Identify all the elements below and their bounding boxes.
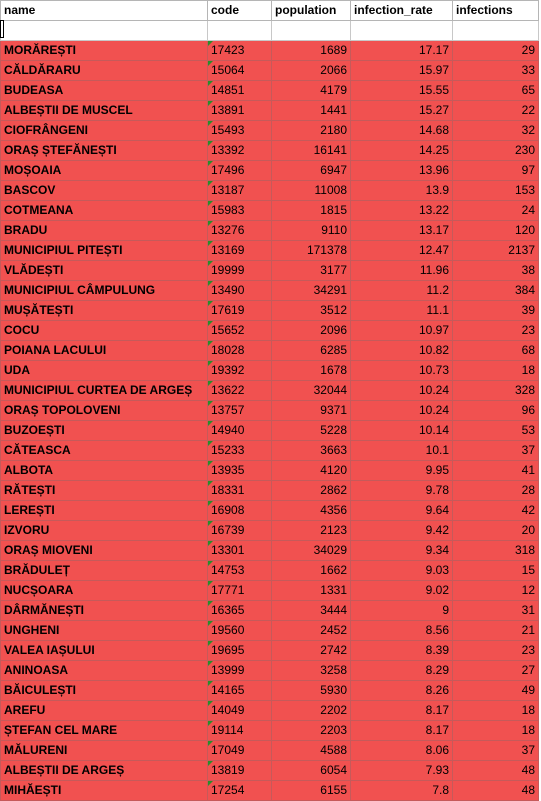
name-cell[interactable]: IZVORU — [1, 521, 208, 541]
table-row — [1, 321, 539, 341]
name-cell[interactable]: MUNICIPIUL PITEȘTI — [1, 241, 208, 261]
infections-cell[interactable]: 38 — [453, 261, 539, 281]
name-cell[interactable]: MUNICIPIUL CURTEA DE ARGEȘ — [1, 381, 208, 401]
population-cell[interactable]: 3258 — [272, 661, 351, 681]
name-cell[interactable]: ALBEȘTII DE MUSCEL — [1, 101, 208, 121]
population-cell[interactable]: 6947 — [272, 161, 351, 181]
population-cell[interactable]: 4356 — [272, 501, 351, 521]
infection-rate-cell[interactable]: 8.56 — [351, 621, 453, 641]
name-cell[interactable]: MUȘĂTEȘTI — [1, 301, 208, 321]
name-cell[interactable]: COCU — [1, 321, 208, 341]
code-cell[interactable]: 14753 — [208, 561, 272, 581]
table-row — [1, 241, 539, 261]
table-row — [1, 441, 539, 461]
name-cell[interactable]: BUDEASA — [1, 81, 208, 101]
name-cell[interactable]: ORAȘ ȘTEFĂNEȘTI — [1, 141, 208, 161]
infections-cell[interactable]: 32 — [453, 121, 539, 141]
population-cell[interactable]: 4588 — [272, 741, 351, 761]
infection-rate-cell[interactable]: 9.03 — [351, 561, 453, 581]
code-cell[interactable]: 19392 — [208, 361, 272, 381]
code-cell[interactable]: 13169 — [208, 241, 272, 261]
empty-cell[interactable] — [453, 21, 539, 41]
infections-cell[interactable]: 2137 — [453, 241, 539, 261]
infections-cell[interactable]: 384 — [453, 281, 539, 301]
population-cell[interactable]: 16141 — [272, 141, 351, 161]
empty-cell[interactable] — [351, 21, 453, 41]
code-cell[interactable]: 13891 — [208, 101, 272, 121]
table-row — [1, 101, 539, 121]
name-cell[interactable]: BĂICULEȘTI — [1, 681, 208, 701]
code-cell[interactable]: 13757 — [208, 401, 272, 421]
table-row — [1, 681, 539, 701]
infections-cell[interactable]: 21 — [453, 621, 539, 641]
infection-rate-cell[interactable]: 10.24 — [351, 381, 453, 401]
infection-rate-cell[interactable]: 8.17 — [351, 721, 453, 741]
population-cell[interactable]: 3663 — [272, 441, 351, 461]
code-cell[interactable]: 15983 — [208, 201, 272, 221]
code-cell[interactable]: 13301 — [208, 541, 272, 561]
table-row — [1, 181, 539, 201]
population-cell[interactable]: 34029 — [272, 541, 351, 561]
infection-rate-cell[interactable]: 7.8 — [351, 781, 453, 801]
infection-rate-cell[interactable]: 15.55 — [351, 81, 453, 101]
infections-cell[interactable]: 120 — [453, 221, 539, 241]
infections-cell[interactable]: 37 — [453, 441, 539, 461]
name-cell[interactable]: CĂTEASCA — [1, 441, 208, 461]
population-cell[interactable]: 1331 — [272, 581, 351, 601]
name-cell[interactable]: VALEA IAȘULUI — [1, 641, 208, 661]
name-cell[interactable]: AREFU — [1, 701, 208, 721]
infection-rate-cell[interactable]: 11.1 — [351, 301, 453, 321]
infections-cell[interactable]: 23 — [453, 321, 539, 341]
population-cell[interactable]: 5930 — [272, 681, 351, 701]
text-cursor — [0, 20, 4, 38]
population-cell[interactable]: 6155 — [272, 781, 351, 801]
infections-cell[interactable]: 153 — [453, 181, 539, 201]
table-row — [1, 521, 539, 541]
population-cell[interactable]: 4179 — [272, 81, 351, 101]
table-row — [1, 161, 539, 181]
table-row — [1, 201, 539, 221]
population-cell[interactable]: 2203 — [272, 721, 351, 741]
population-cell[interactable]: 6054 — [272, 761, 351, 781]
population-cell[interactable]: 2180 — [272, 121, 351, 141]
name-cell[interactable]: NUCȘOARA — [1, 581, 208, 601]
infections-cell[interactable]: 18 — [453, 701, 539, 721]
infection-rate-cell[interactable]: 10.24 — [351, 401, 453, 421]
infection-rate-cell[interactable]: 14.25 — [351, 141, 453, 161]
table-row — [1, 401, 539, 421]
table-row — [1, 461, 539, 481]
selected-cell[interactable] — [1, 21, 208, 41]
code-cell[interactable]: 15233 — [208, 441, 272, 461]
table-row — [1, 661, 539, 681]
table-row — [1, 721, 539, 741]
infection-rate-cell[interactable]: 10.82 — [351, 341, 453, 361]
infections-cell[interactable]: 39 — [453, 301, 539, 321]
table-row — [1, 541, 539, 561]
infection-rate-cell[interactable]: 11.2 — [351, 281, 453, 301]
code-cell[interactable]: 13187 — [208, 181, 272, 201]
name-cell[interactable]: ANINOASA — [1, 661, 208, 681]
table-row — [1, 581, 539, 601]
table-row — [1, 561, 539, 581]
code-cell[interactable]: 18331 — [208, 481, 272, 501]
code-cell[interactable]: 17049 — [208, 741, 272, 761]
population-cell[interactable]: 2123 — [272, 521, 351, 541]
name-cell[interactable]: MOȘOAIA — [1, 161, 208, 181]
population-cell[interactable]: 2202 — [272, 701, 351, 721]
infections-cell[interactable]: 318 — [453, 541, 539, 561]
infections-cell[interactable]: 12 — [453, 581, 539, 601]
name-cell[interactable]: BUZOEȘTI — [1, 421, 208, 441]
code-cell[interactable]: 16739 — [208, 521, 272, 541]
infections-cell[interactable]: 20 — [453, 521, 539, 541]
infections-cell[interactable]: 65 — [453, 81, 539, 101]
name-cell[interactable]: ORAȘ MIOVENI — [1, 541, 208, 561]
table-row — [1, 301, 539, 321]
population-cell[interactable]: 2742 — [272, 641, 351, 661]
infections-cell[interactable]: 41 — [453, 461, 539, 481]
code-cell[interactable]: 13622 — [208, 381, 272, 401]
name-cell[interactable]: UDA — [1, 361, 208, 381]
infection-rate-cell[interactable]: 13.17 — [351, 221, 453, 241]
name-cell[interactable]: RĂTEȘTI — [1, 481, 208, 501]
infections-cell[interactable]: 97 — [453, 161, 539, 181]
name-cell[interactable]: CIOFRÂNGENI — [1, 121, 208, 141]
code-cell[interactable]: 17496 — [208, 161, 272, 181]
population-cell[interactable]: 3512 — [272, 301, 351, 321]
table-row — [1, 601, 539, 621]
population-cell[interactable]: 171378 — [272, 241, 351, 261]
population-cell[interactable]: 1689 — [272, 41, 351, 61]
code-cell[interactable]: 13819 — [208, 761, 272, 781]
infections-cell[interactable]: 22 — [453, 101, 539, 121]
infections-cell[interactable]: 33 — [453, 61, 539, 81]
code-cell[interactable]: 15652 — [208, 321, 272, 341]
infections-cell[interactable]: 53 — [453, 421, 539, 441]
infection-rate-cell[interactable]: 8.29 — [351, 661, 453, 681]
infections-cell[interactable]: 27 — [453, 661, 539, 681]
infection-rate-cell[interactable]: 9.95 — [351, 461, 453, 481]
table-row — [1, 781, 539, 801]
population-cell[interactable]: 9110 — [272, 221, 351, 241]
infection-rate-cell[interactable]: 9.02 — [351, 581, 453, 601]
infection-rate-cell[interactable]: 9.42 — [351, 521, 453, 541]
name-cell[interactable]: VLĂDEȘTI — [1, 261, 208, 281]
infections-cell[interactable]: 18 — [453, 361, 539, 381]
population-cell[interactable]: 5228 — [272, 421, 351, 441]
name-cell[interactable]: MORĂREȘTI — [1, 41, 208, 61]
infection-rate-cell[interactable]: 17.17 — [351, 41, 453, 61]
code-cell[interactable]: 17771 — [208, 581, 272, 601]
infection-rate-cell[interactable]: 8.39 — [351, 641, 453, 661]
name-cell[interactable]: ȘTEFAN CEL MARE — [1, 721, 208, 741]
infection-rate-cell[interactable]: 10.97 — [351, 321, 453, 341]
population-cell[interactable]: 4120 — [272, 461, 351, 481]
name-cell[interactable]: DÂRMĂNEȘTI — [1, 601, 208, 621]
population-cell[interactable]: 1441 — [272, 101, 351, 121]
table-row — [1, 261, 539, 281]
table-row — [1, 281, 539, 301]
name-cell[interactable]: POIANA LACULUI — [1, 341, 208, 361]
table-row — [1, 701, 539, 721]
infections-cell[interactable]: 328 — [453, 381, 539, 401]
empty-cell[interactable] — [208, 21, 272, 41]
infections-cell[interactable]: 24 — [453, 201, 539, 221]
infection-rate-cell[interactable]: 15.97 — [351, 61, 453, 81]
population-cell[interactable]: 11008 — [272, 181, 351, 201]
blank-row — [1, 21, 539, 41]
name-cell[interactable]: MIHĂEȘTI — [1, 781, 208, 801]
population-cell[interactable]: 1815 — [272, 201, 351, 221]
name-cell[interactable]: ORAȘ TOPOLOVENI — [1, 401, 208, 421]
population-cell[interactable]: 2452 — [272, 621, 351, 641]
table-row — [1, 421, 539, 441]
name-cell[interactable]: BRĂDULEȚ — [1, 561, 208, 581]
code-cell[interactable]: 16365 — [208, 601, 272, 621]
infection-rate-cell[interactable]: 8.06 — [351, 741, 453, 761]
infection-rate-cell[interactable]: 9 — [351, 601, 453, 621]
infections-cell[interactable]: 42 — [453, 501, 539, 521]
infections-cell[interactable]: 48 — [453, 761, 539, 781]
infections-cell[interactable]: 230 — [453, 141, 539, 161]
infections-cell[interactable]: 29 — [453, 41, 539, 61]
code-cell[interactable]: 13392 — [208, 141, 272, 161]
table-row — [1, 501, 539, 521]
table-row — [1, 361, 539, 381]
infection-rate-cell[interactable]: 9.78 — [351, 481, 453, 501]
code-cell[interactable]: 15493 — [208, 121, 272, 141]
code-cell[interactable]: 19114 — [208, 721, 272, 741]
table-row — [1, 641, 539, 661]
column-header-code[interactable]: code — [208, 1, 272, 21]
infections-cell[interactable]: 96 — [453, 401, 539, 421]
infections-cell[interactable]: 49 — [453, 681, 539, 701]
name-cell[interactable]: BRADU — [1, 221, 208, 241]
name-cell[interactable]: LEREȘTI — [1, 501, 208, 521]
name-cell[interactable]: CĂLDĂRARU — [1, 61, 208, 81]
infection-rate-cell[interactable]: 7.93 — [351, 761, 453, 781]
table-row — [1, 81, 539, 101]
code-cell[interactable]: 17423 — [208, 41, 272, 61]
code-cell[interactable]: 14940 — [208, 421, 272, 441]
table-row — [1, 141, 539, 161]
table-row — [1, 761, 539, 781]
population-cell[interactable]: 3177 — [272, 261, 351, 281]
name-cell[interactable]: MUNICIPIUL CÂMPULUNG — [1, 281, 208, 301]
name-cell[interactable]: UNGHENI — [1, 621, 208, 641]
infection-rate-cell[interactable]: 9.64 — [351, 501, 453, 521]
infection-rate-cell[interactable]: 13.96 — [351, 161, 453, 181]
name-cell[interactable]: ALBOTA — [1, 461, 208, 481]
code-cell[interactable]: 18028 — [208, 341, 272, 361]
name-cell[interactable]: ALBEȘTII DE ARGEȘ — [1, 761, 208, 781]
code-cell[interactable]: 14049 — [208, 701, 272, 721]
code-cell[interactable]: 13276 — [208, 221, 272, 241]
infection-rate-cell[interactable]: 10.14 — [351, 421, 453, 441]
table-row — [1, 741, 539, 761]
infection-rate-cell[interactable]: 15.27 — [351, 101, 453, 121]
code-cell[interactable]: 14851 — [208, 81, 272, 101]
population-cell[interactable]: 6285 — [272, 341, 351, 361]
infections-cell[interactable]: 37 — [453, 741, 539, 761]
code-cell[interactable]: 19695 — [208, 641, 272, 661]
infection-rate-cell[interactable]: 8.26 — [351, 681, 453, 701]
infection-rate-cell[interactable]: 12.47 — [351, 241, 453, 261]
code-cell[interactable]: 17254 — [208, 781, 272, 801]
code-cell[interactable]: 13999 — [208, 661, 272, 681]
infection-rate-cell[interactable]: 13.9 — [351, 181, 453, 201]
table-row — [1, 481, 539, 501]
infection-rate-cell[interactable]: 10.1 — [351, 441, 453, 461]
code-cell[interactable]: 13935 — [208, 461, 272, 481]
population-cell[interactable]: 9371 — [272, 401, 351, 421]
population-cell[interactable]: 1678 — [272, 361, 351, 381]
population-cell[interactable]: 1662 — [272, 561, 351, 581]
population-cell[interactable]: 2096 — [272, 321, 351, 341]
code-cell[interactable]: 19560 — [208, 621, 272, 641]
column-header-name[interactable]: name — [1, 1, 208, 21]
name-cell[interactable]: BASCOV — [1, 181, 208, 201]
infections-cell[interactable]: 23 — [453, 641, 539, 661]
table-row — [1, 381, 539, 401]
population-cell[interactable]: 32044 — [272, 381, 351, 401]
table-row — [1, 341, 539, 361]
infection-rate-cell[interactable]: 13.22 — [351, 201, 453, 221]
empty-cell[interactable] — [272, 21, 351, 41]
table-row — [1, 121, 539, 141]
infections-cell[interactable]: 15 — [453, 561, 539, 581]
infections-cell[interactable]: 31 — [453, 601, 539, 621]
table-row — [1, 221, 539, 241]
infection-rate-cell[interactable]: 10.73 — [351, 361, 453, 381]
infections-cell[interactable]: 68 — [453, 341, 539, 361]
column-header-infection-rate[interactable]: infection_rate — [351, 1, 453, 21]
column-header-population[interactable]: population — [272, 1, 351, 21]
table-row — [1, 41, 539, 61]
population-cell[interactable]: 34291 — [272, 281, 351, 301]
code-cell[interactable]: 13490 — [208, 281, 272, 301]
table-row — [1, 61, 539, 81]
infection-rate-cell[interactable]: 8.17 — [351, 701, 453, 721]
name-cell[interactable]: COTMEANA — [1, 201, 208, 221]
table-row — [1, 621, 539, 641]
infections-cell[interactable]: 28 — [453, 481, 539, 501]
population-cell[interactable]: 2066 — [272, 61, 351, 81]
infection-rate-cell[interactable]: 11.96 — [351, 261, 453, 281]
code-cell[interactable]: 14165 — [208, 681, 272, 701]
header-row — [1, 1, 539, 21]
name-cell[interactable]: MĂLURENI — [1, 741, 208, 761]
code-cell[interactable]: 19999 — [208, 261, 272, 281]
code-cell[interactable]: 16908 — [208, 501, 272, 521]
infections-cell[interactable]: 48 — [453, 781, 539, 801]
population-cell[interactable]: 2862 — [272, 481, 351, 501]
population-cell[interactable]: 3444 — [272, 601, 351, 621]
code-cell[interactable]: 17619 — [208, 301, 272, 321]
column-header-infections[interactable]: infections — [453, 1, 539, 21]
infection-rate-cell[interactable]: 9.34 — [351, 541, 453, 561]
infection-rate-cell[interactable]: 14.68 — [351, 121, 453, 141]
infections-cell[interactable]: 18 — [453, 721, 539, 741]
code-cell[interactable]: 15064 — [208, 61, 272, 81]
